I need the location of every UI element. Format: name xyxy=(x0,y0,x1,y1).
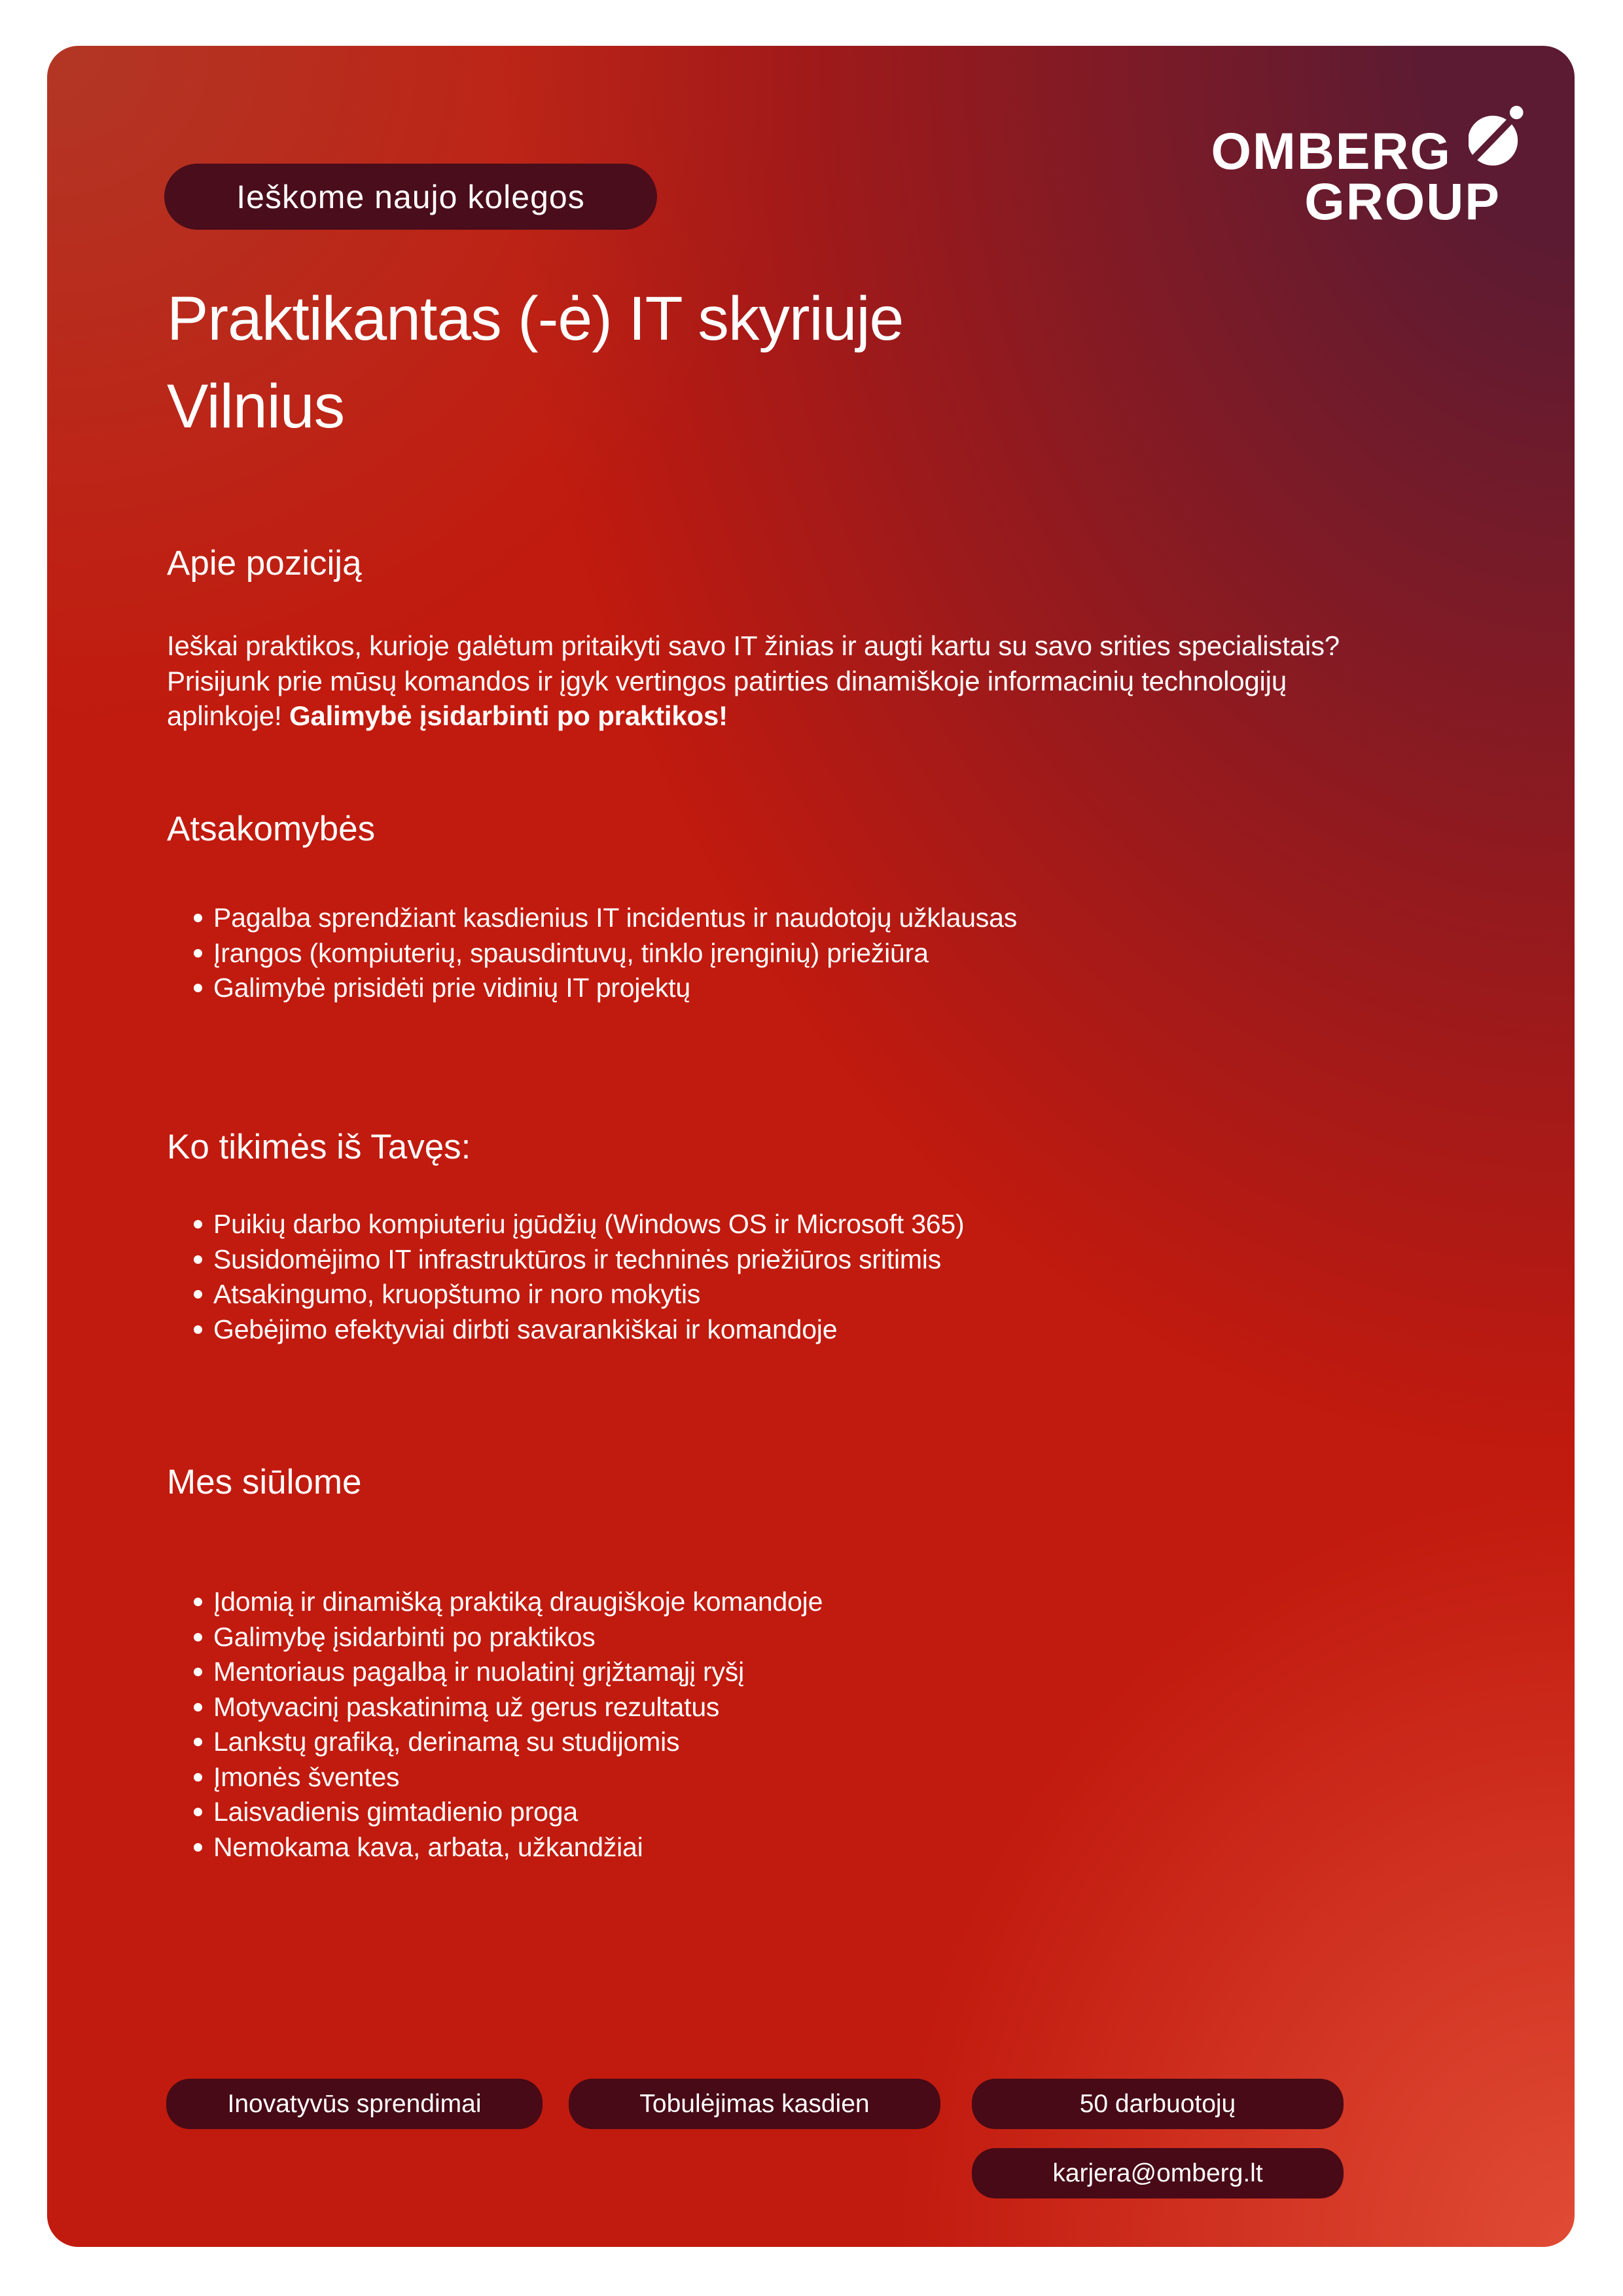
about-paragraph-line1: Ieškai praktikos, kurioje galėtum pritaikyti savo IT žinias ir augti kartu su savo srities specialistais? xyxy=(167,630,1340,661)
list-item: Galimybė prisidėti prie vidinių IT projektų xyxy=(167,971,1017,1006)
section-heading-about: Apie poziciją xyxy=(167,544,362,583)
contact-email-label: karjera@omberg.lt xyxy=(1052,2159,1263,2187)
slashed-circle-logo-icon xyxy=(1469,105,1524,167)
about-paragraph-line3-normal: aplinkoje! xyxy=(167,700,289,731)
contact-email-pill[interactable] xyxy=(972,2148,1344,2198)
list-item: Laisvadienis gimtadienio proga xyxy=(167,1795,823,1830)
job-title-line1: Praktikantas (-ė) IT skyriuje xyxy=(167,284,904,353)
about-paragraph-line3 xyxy=(167,698,1476,734)
job-title xyxy=(167,275,903,450)
feature-pill-innovative-solutions xyxy=(166,2079,543,2129)
offer-list xyxy=(167,1585,823,1865)
list-item: Pagalba sprendžiant kasdienius IT incidentus ir naudotojų užklausas xyxy=(167,901,1017,936)
section-heading-offer: Mes siūlome xyxy=(167,1463,362,1501)
about-paragraph xyxy=(167,628,1476,734)
list-item: Puikių darbo kompiuteriu įgūdžių (Windows OS ir Microsoft 365) xyxy=(167,1207,964,1242)
list-item: Įrangos (kompiuterių, spausdintuvų, tinklo įrenginių) priežiūra xyxy=(167,936,1017,971)
feature-pill-label: Tobulėjimas kasdien xyxy=(639,2089,870,2118)
feature-pill-label: Inovatyvūs sprendimai xyxy=(227,2089,482,2118)
list-item: Atsakingumo, kruopštumo ir noro mokytis xyxy=(167,1277,964,1312)
list-item: Susidomėjimo IT infrastruktūros ir techninės priežiūros sritimis xyxy=(167,1242,964,1278)
feature-pill-employee-count xyxy=(972,2079,1344,2129)
list-item: Gebėjimo efektyviai dirbti savarankiškai ir komandoje xyxy=(167,1312,964,1348)
list-item: Nemokama kava, arbata, užkandžiai xyxy=(167,1830,823,1865)
poster-card xyxy=(47,46,1575,2247)
about-paragraph-line3-bold: Galimybė įsidarbinti po praktikos! xyxy=(289,700,728,731)
list-item: Mentoriaus pagalbą ir nuolatinį grįžtamąjį ryšį xyxy=(167,1655,823,1690)
logo-top-row xyxy=(1211,105,1524,180)
expectations-list xyxy=(167,1207,964,1347)
job-title-line2: Vilnius xyxy=(167,372,345,441)
list-item: Įmonės šventes xyxy=(167,1760,823,1795)
list-item: Motyvacinį paskatinimą už gerus rezultatus xyxy=(167,1690,823,1725)
section-heading-expectations: Ko tikimės iš Tavęs: xyxy=(167,1128,471,1166)
list-item: Galimybę įsidarbinti po praktikos xyxy=(167,1620,823,1655)
hiring-badge xyxy=(164,164,657,230)
hiring-badge-label: Ieškome naujo kolegos xyxy=(236,178,585,215)
list-item: Įdomią ir dinamišką praktiką draugiškoje komandoje xyxy=(167,1585,823,1620)
feature-pill-daily-improvement xyxy=(569,2079,940,2129)
section-heading-responsibilities: Atsakomybės xyxy=(167,810,376,848)
logo-word-group: GROUP xyxy=(1304,172,1501,230)
about-paragraph-line2: Prisijunk prie mūsų komandos ir įgyk vertingos patirties dinamiškoje informacinių technologijų xyxy=(167,665,1287,696)
logo-word-omberg: OMBERG xyxy=(1211,122,1452,180)
responsibilities-list xyxy=(167,901,1017,1006)
feature-pill-label: 50 darbuotojų xyxy=(1079,2089,1236,2118)
list-item: Lankstų grafiką, derinamą su studijomis xyxy=(167,1725,823,1760)
company-logo xyxy=(1211,105,1524,230)
